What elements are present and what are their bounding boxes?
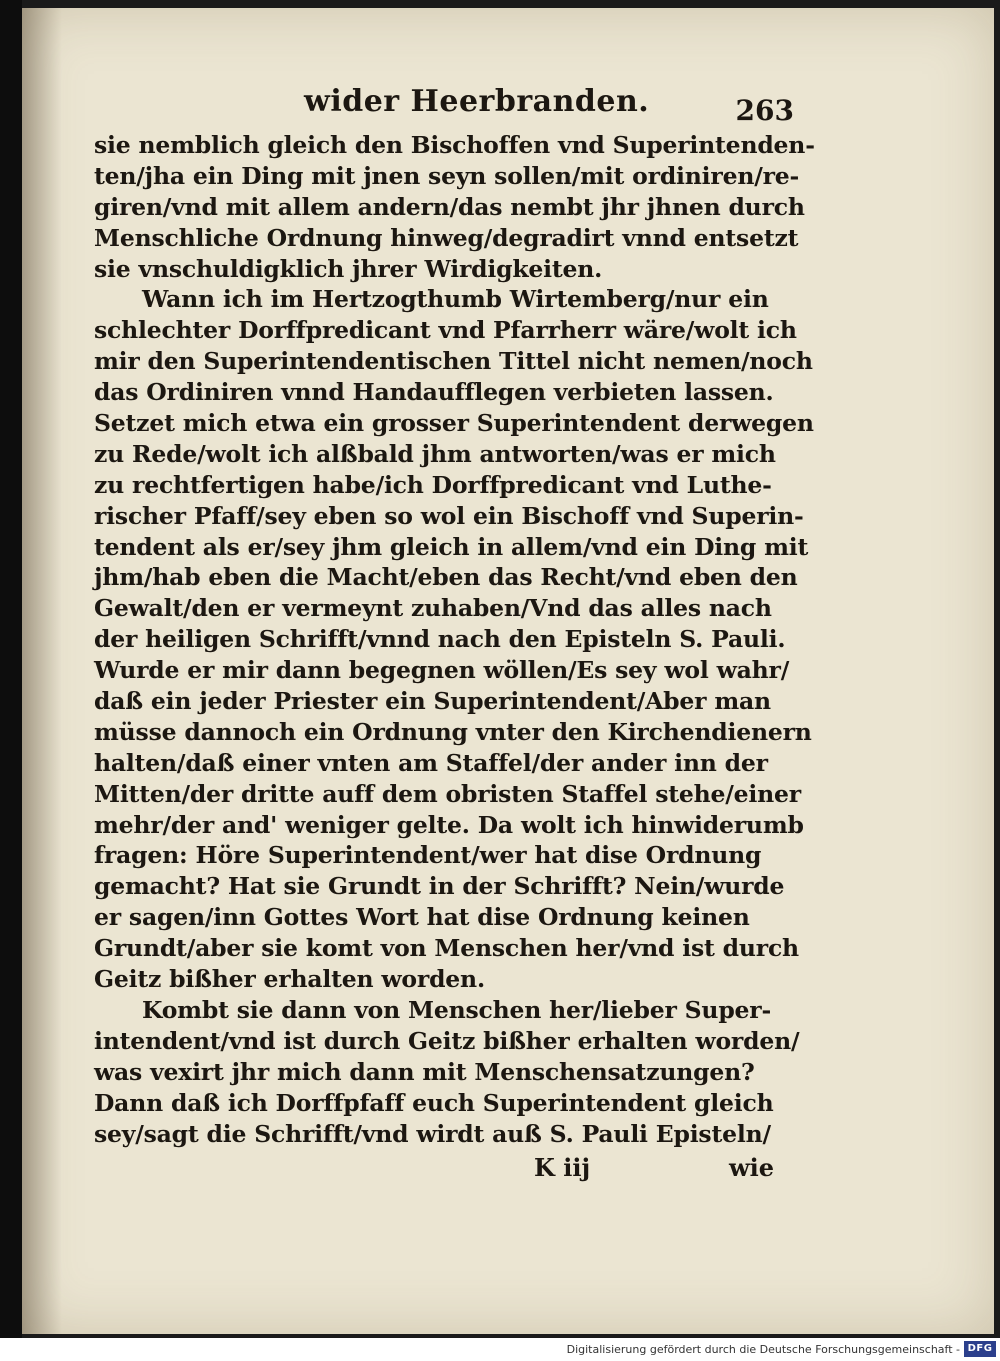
- text-line: das Ordiniren vnnd Handaufflegen verbieten lassen.: [94, 378, 774, 407]
- text-line: schlechter Dorffpredicant vnd Pfarrherr wäre/wolt ich: [94, 316, 797, 345]
- text-line: Grundt/aber sie komt von Menschen her/vnd ist durch: [94, 934, 799, 963]
- signature-mark: K iij: [534, 1153, 591, 1183]
- text-line: Geitz bißher erhalten worden.: [94, 965, 485, 994]
- text-line: ten/jha ein Ding mit jnen seyn sollen/mit ordiniren/re-: [94, 161, 800, 190]
- body-text: [94, 130, 815, 1149]
- book-page: [22, 8, 994, 1334]
- signature-row: [94, 1153, 794, 1187]
- text-line: Gewalt/den er vermeynt zuhaben/Vnd das alles nach: [94, 594, 772, 623]
- text-line: sey/sagt die Schrifft/vnd wirdt auß S. Pauli Episteln/: [94, 1119, 771, 1148]
- page-number: 263: [735, 94, 794, 127]
- text-line: intendent/vnd ist durch Geitz bißher erhalten worden/: [94, 1026, 800, 1055]
- text-line: Dann daß ich Dorffpfaff euch Superintendent gleich: [94, 1088, 774, 1117]
- text-line: sie vnschuldigklich jhrer Wirdigkeiten.: [94, 254, 603, 283]
- text-line: Wurde er mir dann begegnen wöllen/Es sey wol wahr/: [94, 656, 790, 685]
- text-line: müsse dannoch ein Ordnung vnter den Kirchendienern: [94, 717, 812, 746]
- text-line: halten/daß einer vnten am Staffel/der ander inn der: [94, 748, 768, 777]
- running-head: wider Heerbranden.: [304, 84, 650, 119]
- text-line: der heiligen Schrifft/vnnd nach den Episteln S. Pauli.: [94, 625, 786, 654]
- book-edge: [0, 0, 22, 1338]
- dfg-logo: DFG: [964, 1341, 996, 1357]
- text-line: mir den Superintendentischen Tittel nicht nemen/noch: [94, 347, 813, 376]
- text-line: mehr/der and' weniger gelte. Da wolt ich hinwiderumb: [94, 810, 804, 839]
- text-line: zu Rede/wolt ich alßbald jhm antworten/was er mich: [94, 439, 776, 468]
- text-line: giren/vnd mit allem andern/das nembt jhr jhnen durch: [94, 192, 805, 221]
- text-line: rischer Pfaff/sey eben so wol ein Bischoff vnd Superin-: [94, 501, 804, 530]
- catchword: wie: [728, 1153, 774, 1183]
- text-line: Kombt sie dann von Menschen her/lieber Super-: [142, 995, 772, 1024]
- text-line: zu rechtfertigen habe/ich Dorffpredicant vnd Luthe-: [94, 470, 772, 499]
- text-block: [94, 78, 815, 1187]
- footer-bar: [0, 1338, 1000, 1361]
- text-line: was vexirt jhr mich dann mit Menschensatzungen?: [94, 1057, 755, 1086]
- text-line: jhm/hab eben die Macht/eben das Recht/vnd eben den: [94, 563, 798, 592]
- text-line: er sagen/inn Gottes Wort hat dise Ordnung keinen: [94, 903, 750, 932]
- binding-shadow: [22, 8, 62, 1334]
- text-line: Menschliche Ordnung hinweg/degradirt vnnd entsetzt: [94, 223, 799, 252]
- text-line: fragen: Höre Superintendent/wer hat dise Ordnung: [94, 841, 762, 870]
- text-line: Setzet mich etwa ein grosser Superintendent derwegen: [94, 409, 814, 438]
- text-line: sie nemblich gleich den Bischoffen vnd Superintenden-: [94, 131, 815, 159]
- text-line: daß ein jeder Priester ein Superintendent/Aber man: [94, 687, 771, 716]
- text-line: gemacht? Hat sie Grundt in der Schrifft? Nein/wurde: [94, 872, 785, 901]
- funding-note: Digitalisierung gefördert durch die Deutsche Forschungsgemeinschaft -: [566, 1343, 960, 1356]
- page-header: [94, 78, 794, 130]
- text-line: Wann ich im Hertzogthumb Wirtemberg/nur ein: [142, 285, 769, 314]
- text-line: tendent als er/sey jhm gleich in allem/vnd ein Ding mit: [94, 532, 809, 561]
- text-line: Mitten/der dritte auff dem obristen Staffel stehe/einer: [94, 779, 801, 808]
